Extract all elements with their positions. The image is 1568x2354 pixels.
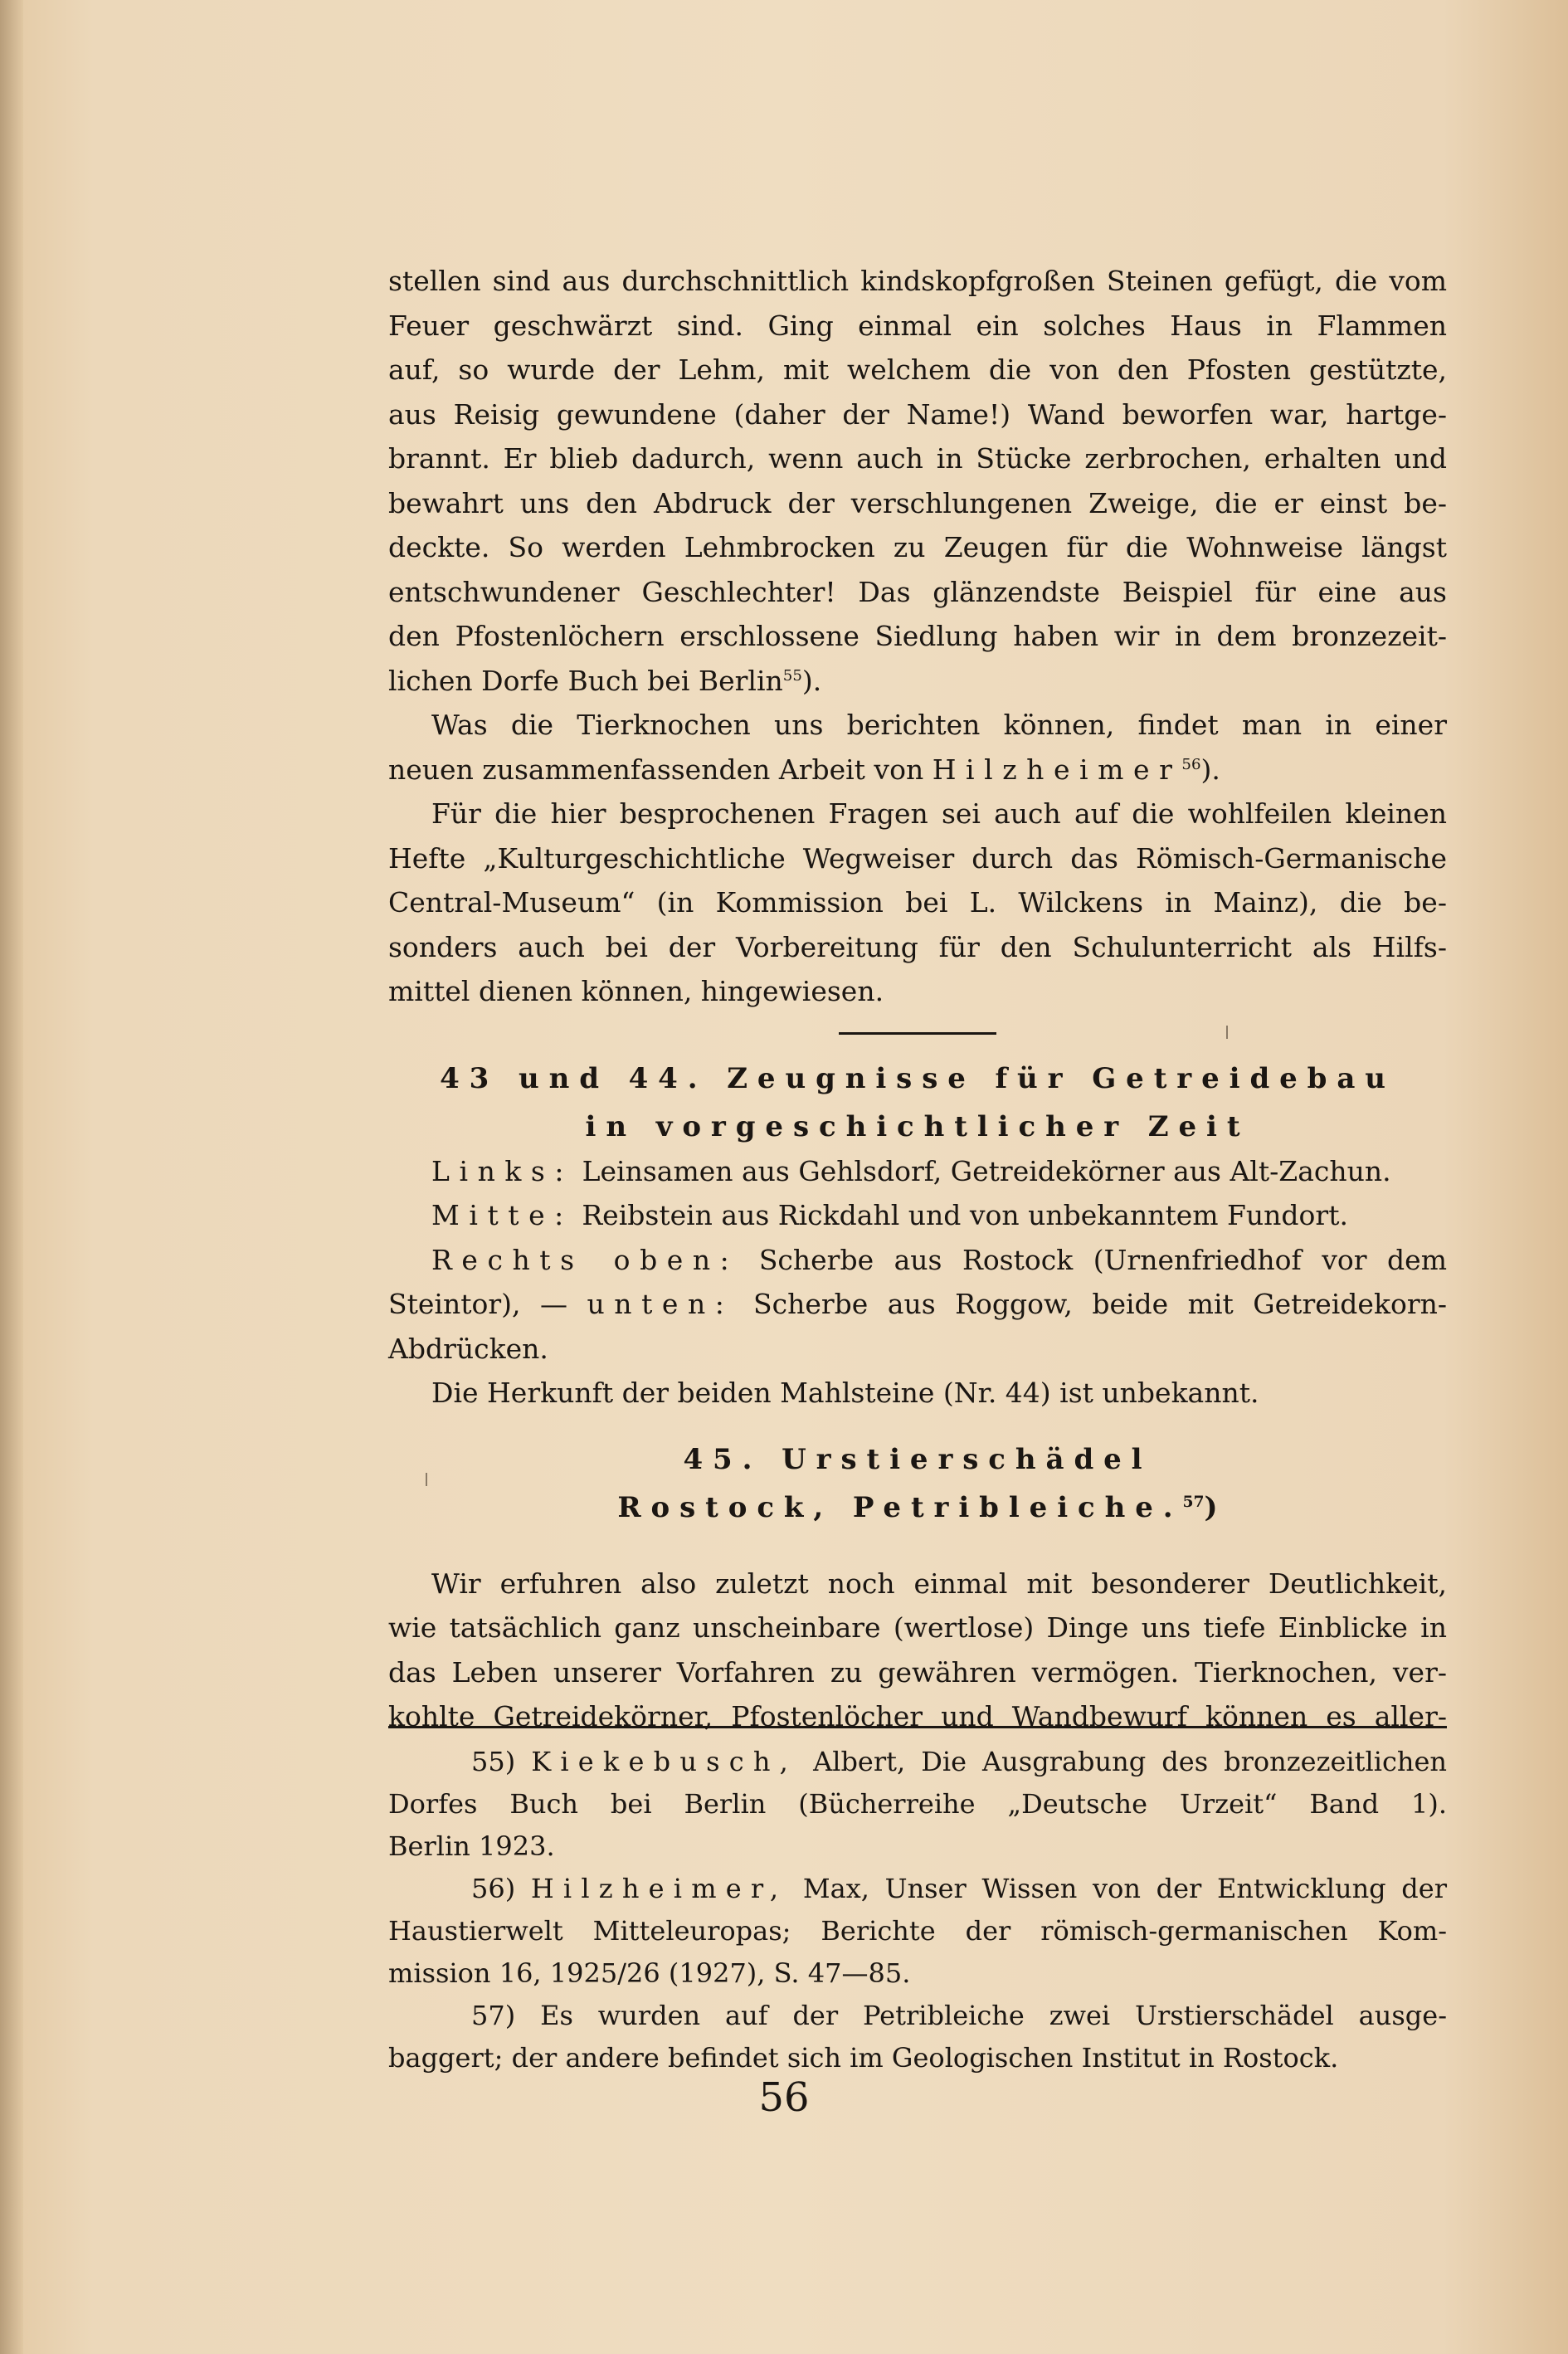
text-line bbox=[388, 748, 1447, 792]
print-speck bbox=[1226, 1026, 1228, 1039]
text-line: brannt. Er blieb dadurch, wenn auch in Stücke zerbrochen, erhalten und bbox=[388, 442, 1447, 475]
legend-line bbox=[388, 1238, 1447, 1283]
footnote-line bbox=[388, 1741, 1447, 1783]
text-line: Central-Museum“ (in Kommission bei L. Wilckens in Mainz), die be- bbox=[388, 886, 1447, 919]
plate-legend bbox=[388, 1149, 1447, 1416]
text-line: wie tatsächlich ganz unscheinbare (wertlose) Dinge uns tiefe Einblicke in bbox=[388, 1611, 1447, 1644]
text-fragment: ). bbox=[801, 664, 822, 697]
text-line: Wir erfuhren also zuletzt noch einmal mit besonderer Deutlichkeit, bbox=[431, 1567, 1447, 1600]
plate-subheading: Rostock, Petribleiche. bbox=[617, 1490, 1183, 1524]
text-line bbox=[388, 659, 1447, 704]
legend-line bbox=[388, 1193, 1447, 1238]
text-line: den Pfostenlöchern erschlossene Siedlung haben wir in dem bronzezeit- bbox=[388, 620, 1447, 652]
legend-text: Steintor), — bbox=[388, 1288, 567, 1320]
main-text bbox=[388, 259, 1447, 1739]
footnotes bbox=[388, 1741, 1447, 2079]
text-line: sonders auch bei der Vorbereitung für den Schulunterricht als Hilfs- bbox=[388, 930, 1447, 963]
plate-43-44-caption bbox=[388, 1056, 1447, 1416]
footnote-number: 56) bbox=[471, 1873, 516, 1904]
footnote-author: Kiekebusch, bbox=[531, 1746, 798, 1777]
legend-text: Scherbe aus Roggow, beide mit Getreidekorn- bbox=[753, 1288, 1447, 1320]
footnote-line: mission 16, 1925/26 (1927), S. 47—85. bbox=[388, 1957, 911, 1989]
author-name: Hilzheimer bbox=[932, 753, 1182, 786]
footnote-text: Albert, Die Ausgrabung des bronzezeitlichen bbox=[813, 1746, 1448, 1777]
plate-heading: 45. Urstierschädel bbox=[683, 1442, 1152, 1476]
text-line: kohlte Getreidekörner, Pfostenlöcher und Wandbewurf können es aller- bbox=[388, 1700, 1447, 1733]
footnote-line bbox=[388, 1868, 1447, 1910]
text-line: Was die Tierknochen uns berichten können, findet man in einer bbox=[431, 709, 1447, 741]
plate-heading: in vorgeschichtlicher Zeit bbox=[585, 1109, 1250, 1143]
text-line: Hefte „Kulturgeschichtliche Wegweiser durch das Römisch-Germanische bbox=[388, 841, 1447, 875]
plate-heading: 43 und 44. Zeugnisse für Getreidebau bbox=[440, 1061, 1395, 1095]
page-number: 56 bbox=[758, 2074, 810, 2121]
text-line: entschwundener Geschlechter! Das glänzendste Beispiel für eine aus bbox=[388, 575, 1447, 608]
footnote-author: Hilzheimer, bbox=[530, 1873, 788, 1904]
footnote-ref: 56 bbox=[1181, 755, 1201, 773]
footnote-line: Dorfes Buch bei Berlin (Bücherreihe „Deutsche Urzeit“ Band 1). bbox=[388, 1788, 1447, 1820]
footnote-ref: 55 bbox=[782, 666, 802, 685]
footnote-line: 57) Es wurden auf der Petribleiche zwei Urstierschädel ausge- bbox=[471, 2000, 1447, 2031]
legend-line bbox=[388, 1282, 1447, 1327]
text-fragment: lichen Dorfe Buch bei Berlin bbox=[388, 664, 783, 697]
legend-text: Scherbe aus Rostock (Urnenfriedhof vor dem bbox=[758, 1243, 1447, 1276]
text-line: stellen sind aus durchschnittlich kindskopfgroßen Steinen gefügt, die vom bbox=[388, 265, 1447, 297]
legend-label: Rechts oben: bbox=[431, 1243, 739, 1276]
text-fragment: ). bbox=[1200, 753, 1220, 786]
section-divider bbox=[839, 1032, 996, 1035]
footnote-number: 55) bbox=[471, 1746, 516, 1777]
text-line: aus Reisig gewundene (daher der Name!) Wand beworfen war, hartge- bbox=[388, 397, 1447, 431]
text-line: Für die hier besprochenen Fragen sei auch auf die wohlfeilen kleinen bbox=[431, 797, 1447, 830]
footnote-rule bbox=[388, 1726, 1447, 1728]
footnote-line: Haustierwelt Mitteleuropas; Berichte der römisch-germanischen Kom- bbox=[388, 1915, 1447, 1947]
legend-label: Links: bbox=[431, 1154, 574, 1187]
legend-label: Mitte: bbox=[431, 1199, 573, 1231]
legend-text: Leinsamen aus Gehlsdorf, Getreidekörner aus Alt-Zachun. bbox=[582, 1154, 1391, 1187]
footnote-text: Max, Unser Wissen von der Entwicklung der bbox=[802, 1873, 1447, 1904]
footnote-line: baggert; der andere befindet sich im Geologischen Institut in Rostock. bbox=[388, 2042, 1339, 2074]
legend-line bbox=[388, 1149, 1447, 1194]
legend-line: Abdrücken. bbox=[388, 1332, 548, 1365]
legend-text: Reibstein aus Rickdahl und von unbekanntem Fundort. bbox=[582, 1199, 1348, 1231]
legend-note: Die Herkunft der beiden Mahlsteine (Nr. 44) ist unbekannt. bbox=[431, 1377, 1259, 1409]
text-fragment: neuen zusammenfassenden Arbeit von bbox=[388, 753, 924, 786]
text-line: auf, so wurde der Lehm, mit welchem die von den Pfosten gestützte, bbox=[388, 353, 1447, 386]
text-line: deckte. So werden Lehmbrocken zu Zeugen für die Wohnweise längst bbox=[388, 531, 1447, 563]
text-line: mittel dienen können, hingewiesen. bbox=[388, 975, 884, 1007]
text-fragment: ) bbox=[1204, 1490, 1218, 1524]
text-line: bewahrt uns den Abdruck der verschlungenen Zweige, die er einst be- bbox=[388, 486, 1447, 519]
footnote-line: Berlin 1923. bbox=[388, 1830, 555, 1862]
text-line: Feuer geschwärzt sind. Ging einmal ein solches Haus in Flammen bbox=[388, 309, 1447, 342]
plate-heading bbox=[388, 1485, 1447, 1530]
legend-label: unten: bbox=[587, 1288, 734, 1320]
text-line: das Leben unserer Vorfahren zu gewähren vermögen. Tierknochen, ver- bbox=[388, 1655, 1447, 1689]
plate-45-caption bbox=[388, 1437, 1447, 1530]
page-spine-shadow bbox=[0, 0, 23, 2354]
footnote-ref: 57 bbox=[1182, 1492, 1205, 1511]
print-speck bbox=[426, 1473, 427, 1486]
